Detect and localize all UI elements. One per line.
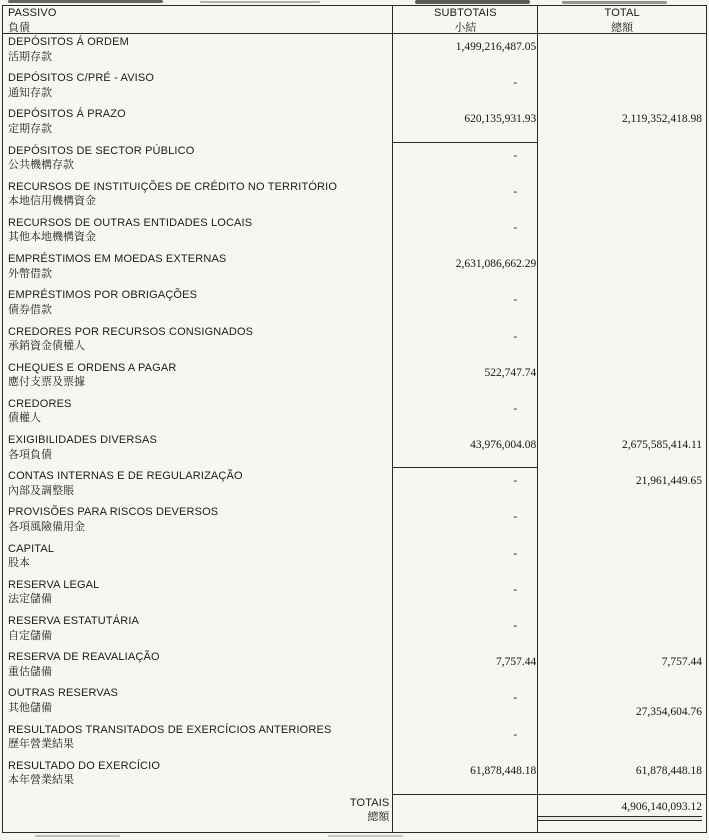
row-subtotal-cell xyxy=(392,432,537,468)
row-label-pt: CHEQUES E ORDENS A PAGAR xyxy=(8,361,177,374)
row-total-value: 27,354,604.76 xyxy=(635,706,703,719)
row-label-cell xyxy=(3,468,392,504)
row-total-cell xyxy=(537,468,706,504)
row-total-cell xyxy=(537,541,706,577)
row-label-cell xyxy=(3,106,392,142)
table-row xyxy=(3,504,706,540)
row-total-cell xyxy=(537,577,706,613)
row-label-pt: RESERVA DE REAVALIAÇÃO xyxy=(8,651,160,664)
row-label-pt: RECURSOS DE OUTRAS ENTIDADES LOCAIS xyxy=(8,216,253,229)
row-label-cell xyxy=(3,685,392,721)
row-label-pt: CREDORES xyxy=(8,397,72,410)
row-subtotal-cell xyxy=(392,179,537,215)
row-subtotal-value: 2,631,086,662.29 xyxy=(455,258,537,271)
row-label-pt: RECURSOS DE INSTITUIÇÕES DE CRÉDITO NO TERRITÓRIO xyxy=(8,180,338,193)
row-total-cell xyxy=(537,396,706,432)
table-header-row xyxy=(3,6,706,34)
row-total-cell xyxy=(537,758,706,794)
scan-artifact-top-right xyxy=(562,1,667,4)
header-subtotais-pt: SUBTOTAIS xyxy=(434,7,497,19)
row-label-cell xyxy=(3,577,392,613)
header-total-zh: 總額 xyxy=(611,21,634,33)
row-subtotal-cell xyxy=(392,649,537,685)
row-subtotal-value: - xyxy=(513,620,518,632)
row-total-cell xyxy=(537,70,706,106)
row-subtotal-cell xyxy=(392,758,537,794)
row-label-zh: 其他儲備 xyxy=(8,701,52,714)
row-subtotal-value: - xyxy=(513,583,518,596)
row-total-value: 7,757.44 xyxy=(661,656,703,669)
row-total-value: 61,878,448.18 xyxy=(635,764,703,777)
totals-label-zh: 總額 xyxy=(367,811,390,824)
header-cell-passivo xyxy=(3,6,392,33)
table-row xyxy=(3,143,706,179)
row-subtotal-value: - xyxy=(513,77,518,90)
table-row xyxy=(3,685,706,721)
row-subtotal-value: - xyxy=(513,330,518,343)
row-label-pt: OUTRAS RESERVAS xyxy=(8,687,119,700)
row-subtotal-cell xyxy=(392,468,537,504)
row-label-cell xyxy=(3,758,392,794)
row-total-cell xyxy=(537,143,706,179)
totals-row xyxy=(3,794,706,832)
row-subtotal-value: 522,747.74 xyxy=(484,366,537,379)
row-total-cell xyxy=(537,106,706,142)
table-row xyxy=(3,541,706,577)
row-label-zh: 本年營業結果 xyxy=(8,774,74,787)
row-label-cell xyxy=(3,432,392,468)
row-total-cell xyxy=(537,179,706,215)
passivo-balance-sheet-table xyxy=(2,5,707,833)
table-row xyxy=(3,251,706,287)
row-subtotal-value: - xyxy=(513,185,518,198)
row-total-cell xyxy=(537,432,706,468)
row-subtotal-cell xyxy=(392,287,537,323)
header-passivo-pt: PASSIVO xyxy=(8,7,57,19)
row-subtotal-value: - xyxy=(513,149,518,162)
row-label-zh: 自定儲備 xyxy=(8,629,52,642)
row-label-pt: DEPÓSITOS C/PRÉ - AVISO xyxy=(8,72,155,85)
row-label-pt: DEPÓSITOS Á ORDEM xyxy=(8,36,129,48)
row-label-cell xyxy=(3,34,392,70)
row-label-cell xyxy=(3,613,392,649)
row-total-cell xyxy=(537,34,706,70)
row-label-cell xyxy=(3,179,392,215)
row-label-zh: 定期存款 xyxy=(8,122,52,135)
row-total-cell xyxy=(537,251,706,287)
row-subtotal-cell xyxy=(392,360,537,396)
row-label-pt: PROVISÕES PARA RISCOS DEVERSOS xyxy=(8,506,219,519)
row-subtotal-value: - xyxy=(513,692,518,705)
row-label-zh: 重估儲備 xyxy=(8,665,52,678)
row-subtotal-cell xyxy=(392,70,537,106)
row-label-cell xyxy=(3,541,392,577)
row-label-zh: 股本 xyxy=(8,557,30,570)
row-subtotal-value: 61,878,448.18 xyxy=(470,764,537,777)
row-subtotal-cell xyxy=(392,215,537,251)
row-total-value: 2,675,585,414.11 xyxy=(621,439,703,452)
header-cell-total xyxy=(537,6,706,33)
row-subtotal-value: - xyxy=(513,511,518,524)
row-total-value: 2,119,352,418.98 xyxy=(621,113,703,126)
row-label-zh: 其他本地機構資金 xyxy=(8,231,96,244)
row-subtotal-value: 7,757.44 xyxy=(496,656,537,669)
row-label-cell xyxy=(3,287,392,323)
row-subtotal-value: - xyxy=(513,294,518,307)
row-label-zh: 內部及調整賬 xyxy=(8,484,74,497)
scan-artifact-bottom-mid xyxy=(328,835,403,837)
row-label-zh: 債權人 xyxy=(8,412,41,425)
row-label-zh: 外幣借款 xyxy=(8,267,52,280)
row-total-cell xyxy=(537,324,706,360)
totals-label-cell xyxy=(3,794,392,832)
table-row xyxy=(3,34,706,70)
table-row xyxy=(3,106,706,142)
row-total-cell xyxy=(537,613,706,649)
row-label-cell xyxy=(3,215,392,251)
row-total-value: 21,961,449.65 xyxy=(635,475,703,488)
row-subtotal-cell xyxy=(392,396,537,432)
row-label-cell xyxy=(3,649,392,685)
row-label-pt: DEPÓSITOS DE SECTOR PÚBLICO xyxy=(8,144,195,157)
row-label-zh: 承銷資金債權人 xyxy=(8,340,85,352)
row-subtotal-cell xyxy=(392,143,537,179)
header-passivo-zh: 負債 xyxy=(8,21,30,33)
table-row xyxy=(3,215,706,251)
row-subtotal-cell xyxy=(392,722,537,758)
row-label-pt: RESULTADO DO EXERCÍCIO xyxy=(8,759,161,772)
row-subtotal-value: - xyxy=(513,728,518,741)
row-label-pt: CONTAS INTERNAS E DE REGULARIZAÇÃO xyxy=(8,470,243,483)
row-label-zh: 各項負債 xyxy=(8,448,52,461)
grand-total-value: 4,906,140,093.12 xyxy=(621,800,702,813)
row-label-pt: EMPRÉSTIMOS EM MOEDAS EXTERNAS xyxy=(8,253,227,266)
row-label-zh: 法定儲備 xyxy=(8,593,52,606)
row-subtotal-cell xyxy=(392,685,537,721)
row-label-pt: CREDORES POR RECURSOS CONSIGNADOS xyxy=(8,325,254,338)
table-row xyxy=(3,722,706,758)
row-subtotal-cell xyxy=(392,541,537,577)
row-label-cell xyxy=(3,70,392,106)
table-row xyxy=(3,432,706,468)
row-total-cell xyxy=(537,215,706,251)
header-total-pt: TOTAL xyxy=(604,7,640,19)
row-label-pt: RESERVA ESTATUTÁRIA xyxy=(8,615,140,627)
row-total-cell xyxy=(537,649,706,685)
table-row xyxy=(3,649,706,685)
scan-artifact-bottom-left xyxy=(35,835,120,837)
row-subtotal-value: - xyxy=(513,475,518,488)
row-subtotal-cell xyxy=(392,324,537,360)
row-label-cell xyxy=(3,504,392,540)
row-subtotal-cell xyxy=(392,504,537,540)
row-label-pt: CAPITAL xyxy=(8,542,55,555)
row-subtotal-value: - xyxy=(513,547,518,560)
row-total-cell xyxy=(537,287,706,323)
row-total-cell xyxy=(537,722,706,758)
row-subtotal-value: - xyxy=(513,221,518,234)
grand-total-double-rule xyxy=(538,816,702,821)
row-label-cell xyxy=(3,324,392,360)
row-label-zh: 應付支票及票據 xyxy=(8,376,85,389)
table-row xyxy=(3,360,706,396)
table-body xyxy=(3,34,706,794)
row-subtotal-value: 1,499,216,487.05 xyxy=(455,41,537,53)
grand-total-cell xyxy=(537,794,706,832)
table-row xyxy=(3,758,706,794)
row-label-zh: 歷年營業結果 xyxy=(8,738,74,751)
totals-label-pt: TOTAIS xyxy=(349,796,390,809)
row-label-pt: EMPRÉSTIMOS POR OBRIGAÇÕES xyxy=(8,289,198,302)
row-total-cell xyxy=(537,360,706,396)
row-label-pt: DEPÓSITOS Á PRAZO xyxy=(8,108,126,121)
row-total-cell xyxy=(537,685,706,721)
table-row xyxy=(3,70,706,106)
row-label-pt: RESULTADOS TRANSITADOS DE EXERCÍCIOS ANTERIORES xyxy=(8,723,332,736)
row-subtotal-value: - xyxy=(513,402,518,415)
header-subtotais-zh: 小結 xyxy=(454,21,477,33)
row-label-cell xyxy=(3,396,392,432)
row-label-zh: 通知存款 xyxy=(8,86,52,99)
table-row xyxy=(3,577,706,613)
table-row xyxy=(3,468,706,504)
row-label-cell xyxy=(3,251,392,287)
row-label-cell xyxy=(3,360,392,396)
row-label-pt: EXIGIBILIDADES DIVERSAS xyxy=(8,434,157,447)
table-row xyxy=(3,613,706,649)
totals-subtotal-cell xyxy=(392,794,537,832)
scan-artifact-top-mid xyxy=(200,1,320,3)
row-label-cell xyxy=(3,722,392,758)
row-label-zh: 活期存款 xyxy=(8,50,52,63)
row-label-zh: 各項風險備用金 xyxy=(8,520,85,533)
table-row xyxy=(3,179,706,215)
table-row xyxy=(3,396,706,432)
header-cell-subtotais xyxy=(392,6,537,33)
row-label-zh: 本地信用機構資金 xyxy=(8,195,96,208)
row-subtotal-cell xyxy=(392,106,537,142)
row-subtotal-cell xyxy=(392,251,537,287)
row-subtotal-cell xyxy=(392,577,537,613)
row-subtotal-cell xyxy=(392,613,537,649)
row-label-zh: 債券借款 xyxy=(8,303,52,316)
row-label-zh: 公共機構存款 xyxy=(8,159,74,172)
table-row xyxy=(3,287,706,323)
table-row xyxy=(3,324,706,360)
row-label-cell xyxy=(3,143,392,179)
scan-artifact-top-subtotal xyxy=(415,0,530,4)
row-label-pt: RESERVA LEGAL xyxy=(8,578,100,591)
scan-artifact-top-left xyxy=(8,0,163,3)
row-subtotal-value: 43,976,004.08 xyxy=(470,439,537,452)
row-subtotal-cell xyxy=(392,34,537,70)
row-subtotal-value: 620,135,931.93 xyxy=(464,113,537,126)
row-total-cell xyxy=(537,504,706,540)
